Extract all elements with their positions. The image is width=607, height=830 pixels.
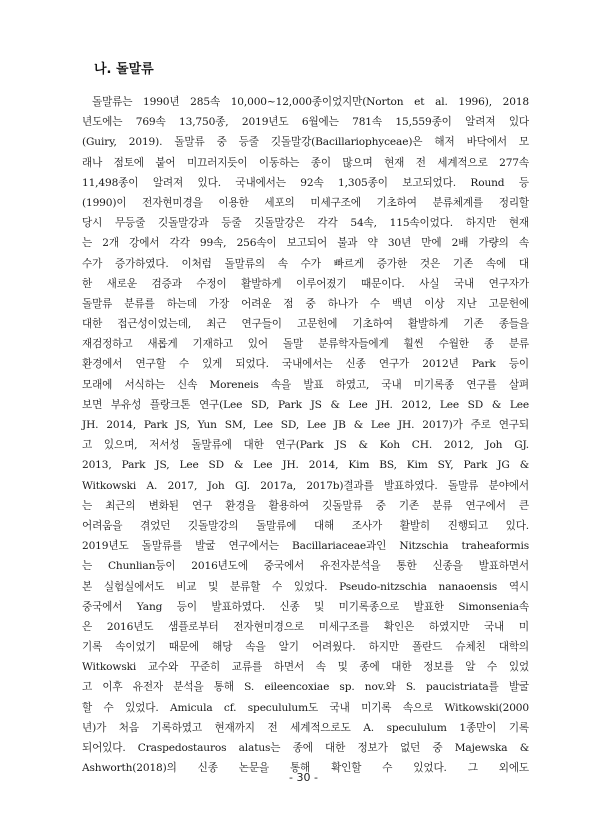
- text-line: (Guiry, 2019). 돌말류 중 등줄 깃돌말강(Bacillariophyceae)은 해저 바닥에서 모: [82, 136, 529, 149]
- text-line: 는 Chunlian등이 2016년도에 중국에서 유전자분석을 통한 신종을 발표하면서: [82, 560, 529, 573]
- text-line: 보면 부유성 플랑크톤 연구(Lee SD, Park JS & Lee JH. 2012, Lee SD & Lee: [82, 398, 529, 411]
- text-line: Witkowski 교수와 꾸준히 교류를 하면서 속 및 종에 대한 정보를 알 수 있었: [82, 661, 529, 674]
- text-line: 수가 증가하였다. 이처럼 돌말류의 속 수가 빠르게 증가한 것은 기존 속에 대: [82, 257, 529, 270]
- text-line: 한 새로운 검증과 수정이 활발하게 이루어졌기 때문이다. 사실 국내 연구자가: [82, 277, 529, 290]
- text-line: 돌말류는 1990년 285속 10,000~12,000종이었지만(Norton et al. 1996), 2018: [92, 96, 529, 108]
- text-line: 는 2개 강에서 각각 99속, 256속이 보고되어 불과 약 30년 만에 2배 가량의 속: [82, 237, 529, 250]
- text-line: 11,498종이 알려져 있다. 국내에서는 92속 1,305종이 보고되었다. Round 등: [82, 176, 529, 189]
- text-line: 년)가 처음 기록하였고 현재까지 전 세계적으로도 A. specululum 1종만이 기록: [82, 721, 529, 734]
- section-heading: 나. 돌말류: [94, 62, 154, 77]
- text-line: 환경에서 연구할 수 있게 되었다. 국내에서는 신종 연구가 2012년 Park 등이: [82, 358, 529, 371]
- text-line: JH. 2014, Park JS, Yun SM, Lee SD, Lee JB & Lee JH. 2017)가 주로 연구되: [82, 419, 529, 431]
- text-line: 기록 속이었기 때문에 해당 속을 알기 어려웠다. 하지만 폴란드 슈체친 대학의: [82, 641, 529, 654]
- text-line: 중국에서 Yang 등이 발표하였다. 신종 및 미기록종으로 발표한 Simonsenia속: [82, 600, 529, 613]
- text-line: Ashworth(2018)의 신종 논문을 통해 확인할 수 있었다. 그 외에도: [82, 762, 529, 775]
- text-line: 고 있으며, 저서성 돌말류에 대한 연구(Park JS & Koh CH. 2012, Joh GJ.: [82, 439, 529, 452]
- text-line: 어려움을 겪었던 깃돌말강의 돌말류에 대해 조사가 활발히 진행되고 있다.: [82, 519, 529, 532]
- text-line: 2019년도 돌말류를 발굴 연구에서는 Bacillariaceae과인 Nitzschia traheaformis: [82, 540, 529, 553]
- text-line: 래나 점토에 붙어 미끄러지듯이 이동하는 종이 많으며 현재 전 세계적으로 277속: [82, 156, 529, 169]
- body-text: [82, 92, 529, 778]
- text-line: 할 수 있었다. Amicula cf. specululum도 국내 미기록 속으로 Witkowski(2000: [82, 701, 529, 714]
- text-line: 고 이후 유전자 분석을 통해 S. eileencoxiae sp. nov.와 S. paucistriata를 발굴: [82, 681, 529, 694]
- text-line: 년도에는 769속 13,750종, 2019년도 6월에는 781속 15,559종이 알려져 있다: [82, 116, 529, 129]
- text-line: 되어있다. Craspedostauros alatus는 종에 대한 정보가 없던 중 Majewska &: [82, 742, 529, 754]
- text-line: 본 실험실에서도 비교 및 분류할 수 있었다. Pseudo-nitzschia nanaoensis 역시: [82, 580, 529, 593]
- page-number: - 30 -: [289, 771, 318, 784]
- text-line: 재검정하고 새롭게 기재하고 있어 돌말 분류학자들에게 훨씬 수월한 종 분류: [82, 338, 529, 351]
- text-line: Witkowski A. 2017, Joh GJ. 2017a, 2017b)결과를 발표하였다. 돌말류 분야에서: [82, 479, 529, 492]
- text-line: (1990)이 전자현미경을 이용한 세포의 미세구조에 기초하여 분류체계를 정리할: [82, 196, 529, 209]
- text-line: 돌말류 분류를 하는데 가장 어려운 점 중 하나가 수 백년 이상 지난 고문헌에: [82, 297, 529, 310]
- text-line: 대한 접근성이었는데, 최근 연구들이 고문헌에 기초하여 활발하게 기존 종들을: [82, 318, 529, 331]
- text-line: 2013, Park JS, Lee SD & Lee JH. 2014, Kim BS, Kim SY, Park JG &: [82, 459, 529, 472]
- text-line: 모래에 서식하는 신속 Moreneis 속을 발표 하였고, 국내 미기록종 연구를 살펴: [82, 378, 529, 391]
- text-line: 당시 무등줄 깃돌말강과 등줄 깃돌말강은 각각 54속, 115속이었다. 하지만 현재: [82, 217, 529, 230]
- text-line: 은 2016년도 샘플로부터 전자현미경으로 미세구조를 확인은 하였지만 국내 미: [82, 620, 529, 633]
- text-line: 는 최근의 변화된 연구 환경을 활용하여 깃돌말류 중 기존 분류 연구에서 큰: [82, 499, 529, 512]
